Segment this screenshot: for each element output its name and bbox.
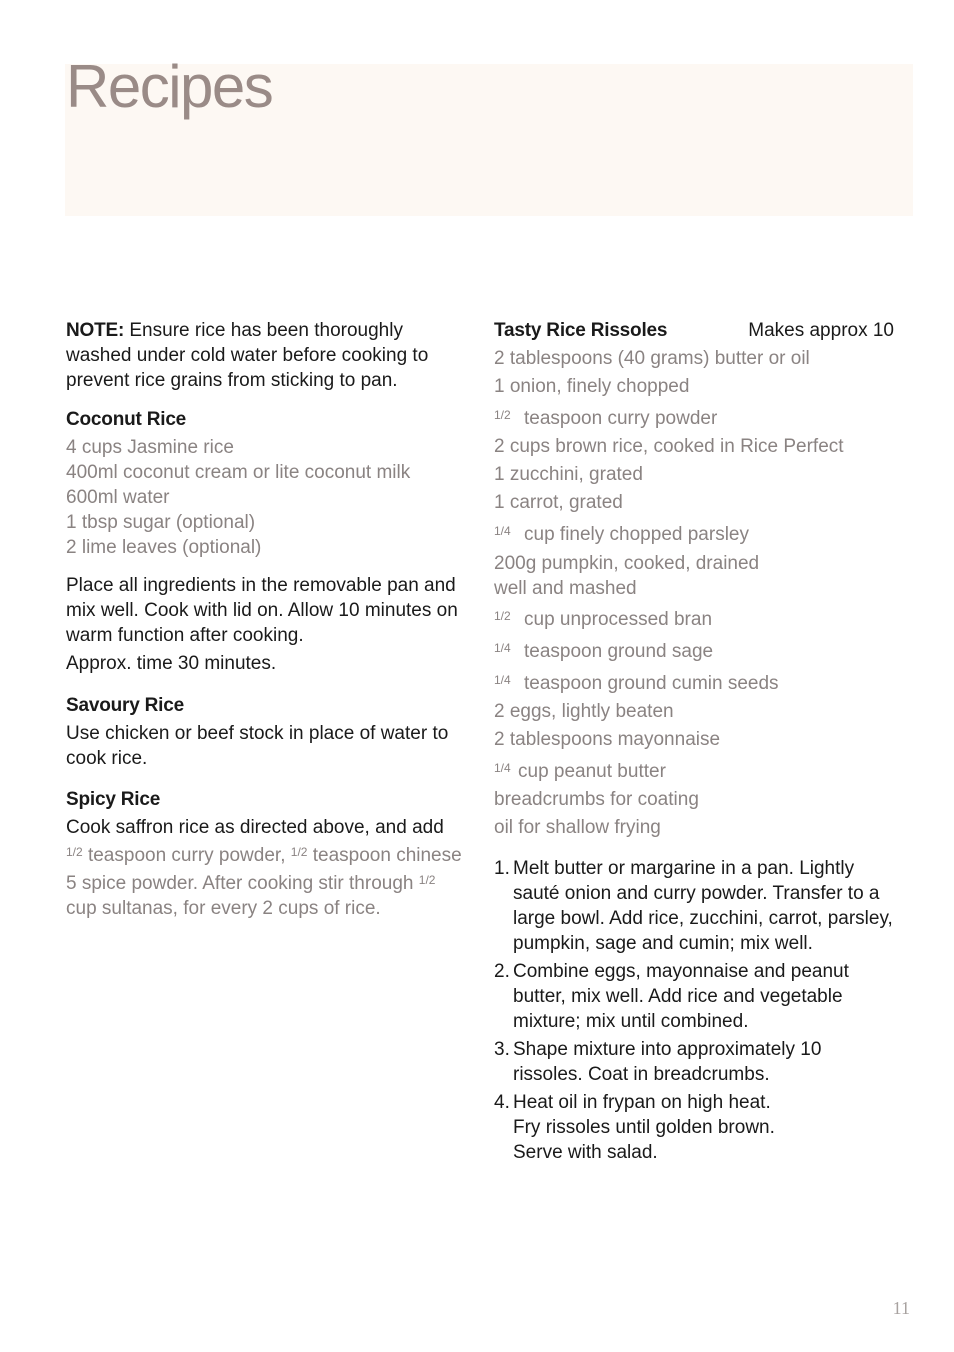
- step-text: Combine eggs, mayonnaise and peanut butter, mix well. Add rice and vegetable mixture; mix until combined.: [513, 961, 849, 1032]
- fraction: 1/2: [290, 845, 308, 859]
- method-step: [494, 959, 894, 1034]
- ingredient-text: cup unprocessed bran: [524, 609, 713, 630]
- ingredient: [494, 726, 894, 754]
- spicy-rice-intro: Cook saffron rice as directed above, and add: [66, 817, 444, 838]
- ingredient-text: 1 onion, finely chopped: [494, 376, 690, 397]
- ingredient-text: teaspoon curry powder: [524, 408, 718, 429]
- ingredient: [494, 786, 894, 814]
- note-paragraph: [66, 318, 462, 393]
- step-text: Melt butter or margarine in a pan. Lightly sauté onion and curry powder. Transfer to a large bowl. Add rice, zucchini, carrot, parsley, pumpkin, sage and cumin; mix well.: [513, 858, 893, 954]
- spicy-rice-text: [66, 840, 462, 921]
- fraction-wrap: [494, 401, 524, 433]
- ingredient-text: cup finely chopped parsley: [524, 524, 749, 545]
- step-text: Shape mixture into approximately 10 rissoles. Coat in breadcrumbs.: [513, 1039, 822, 1085]
- spicy-rice-heading: Spicy Rice: [66, 789, 161, 810]
- ingredient-text: 2 eggs, lightly beaten: [494, 701, 674, 722]
- fraction-wrap: [494, 754, 518, 786]
- spicy-rice-part: teaspoon chinese 5 spice powder. After cooking stir through: [66, 845, 462, 894]
- rissoles-title-row: [494, 318, 894, 343]
- step-number: 4.: [494, 1092, 510, 1113]
- rissoles-heading: Tasty Rice Rissoles: [494, 320, 668, 341]
- right-column: [494, 318, 894, 1168]
- fraction-wrap: [494, 634, 524, 666]
- ingredient-text: 1 carrot, grated: [494, 492, 623, 513]
- fraction-wrap: [494, 517, 524, 549]
- spicy-rice-part: cup sultanas, for every 2 cups of rice.: [66, 898, 381, 919]
- method-step: [494, 856, 894, 956]
- ingredient-text: breadcrumbs for coating: [494, 789, 699, 810]
- fraction: 1/4: [494, 761, 511, 775]
- savoury-rice-heading: Savoury Rice: [66, 695, 184, 716]
- rissoles-ingredients: [494, 345, 894, 842]
- fraction: 1/2: [494, 609, 511, 623]
- coconut-rice-ingredients: [66, 435, 462, 560]
- spicy-rice-part: teaspoon curry powder,: [82, 845, 291, 866]
- coconut-rice-time: Approx. time 30 minutes.: [66, 653, 277, 674]
- ingredient: 600ml water: [66, 487, 170, 508]
- ingredient: [494, 461, 894, 489]
- ingredient: [494, 517, 894, 549]
- ingredient: [494, 549, 894, 602]
- ingredient: [494, 373, 894, 401]
- step-number: 3.: [494, 1039, 510, 1060]
- note-label: NOTE:: [66, 320, 125, 341]
- ingredient: [494, 433, 894, 461]
- coconut-rice-heading: Coconut Rice: [66, 409, 187, 430]
- ingredient-text: 2 tablespoons (40 grams) butter or oil: [494, 348, 810, 369]
- fraction: 1/2: [418, 873, 436, 887]
- fraction-wrap: [494, 666, 524, 698]
- ingredient-text: cup peanut butter: [518, 761, 666, 782]
- fraction: 1/2: [66, 845, 83, 859]
- coconut-rice-method: Place all ingredients in the removable pan and mix well. Cook with lid on. Allow 10 minutes on warm function after cooking.: [66, 575, 458, 646]
- ingredient: [494, 489, 894, 517]
- ingredient: [494, 814, 894, 842]
- ingredient: [494, 634, 894, 666]
- ingredient: 1 tbsp sugar (optional): [66, 512, 256, 533]
- fraction: 1/4: [494, 524, 511, 538]
- ingredient: [494, 754, 894, 786]
- ingredient: [494, 345, 894, 373]
- ingredient-text: 200g pumpkin, cooked, drained well and mashed: [494, 553, 760, 599]
- fraction-wrap: [494, 602, 524, 634]
- note-text: Ensure rice has been thoroughly washed under cold water before cooking to prevent rice grains from sticking to pan.: [66, 320, 429, 391]
- left-column: [66, 318, 462, 921]
- fraction: 1/4: [494, 641, 511, 655]
- fraction: 1/4: [494, 673, 511, 687]
- ingredient: [494, 401, 894, 433]
- step-text: Heat oil in frypan on high heat. Fry rissoles until golden brown. Serve with salad.: [513, 1092, 775, 1163]
- step-number: 1.: [494, 858, 510, 879]
- ingredient-text: 2 cups brown rice, cooked in Rice Perfect: [494, 436, 844, 457]
- ingredient-text: oil for shallow frying: [494, 817, 661, 838]
- ingredient-text: teaspoon ground sage: [524, 641, 714, 662]
- page-number: 11: [892, 1298, 910, 1318]
- ingredient-text: 2 tablespoons mayonnaise: [494, 729, 721, 750]
- ingredient-text: 1 zucchini, grated: [494, 464, 643, 485]
- step-number: 2.: [494, 961, 510, 982]
- ingredient: [494, 666, 894, 698]
- ingredient: [494, 698, 894, 726]
- method-step: [494, 1090, 894, 1165]
- page-title: Recipes: [66, 53, 273, 120]
- ingredient: 4 cups Jasmine rice: [66, 437, 234, 458]
- ingredient: [494, 602, 894, 634]
- fraction: 1/2: [494, 408, 511, 422]
- rissoles-yield: Makes approx 10: [748, 320, 894, 341]
- ingredient: 2 lime leaves (optional): [66, 537, 262, 558]
- method-step: [494, 1037, 894, 1087]
- rissoles-steps: [494, 856, 894, 1165]
- ingredient: 400ml coconut cream or lite coconut milk: [66, 462, 411, 483]
- savoury-rice-text: Use chicken or beef stock in place of water to cook rice.: [66, 723, 449, 769]
- ingredient-text: teaspoon ground cumin seeds: [524, 673, 779, 694]
